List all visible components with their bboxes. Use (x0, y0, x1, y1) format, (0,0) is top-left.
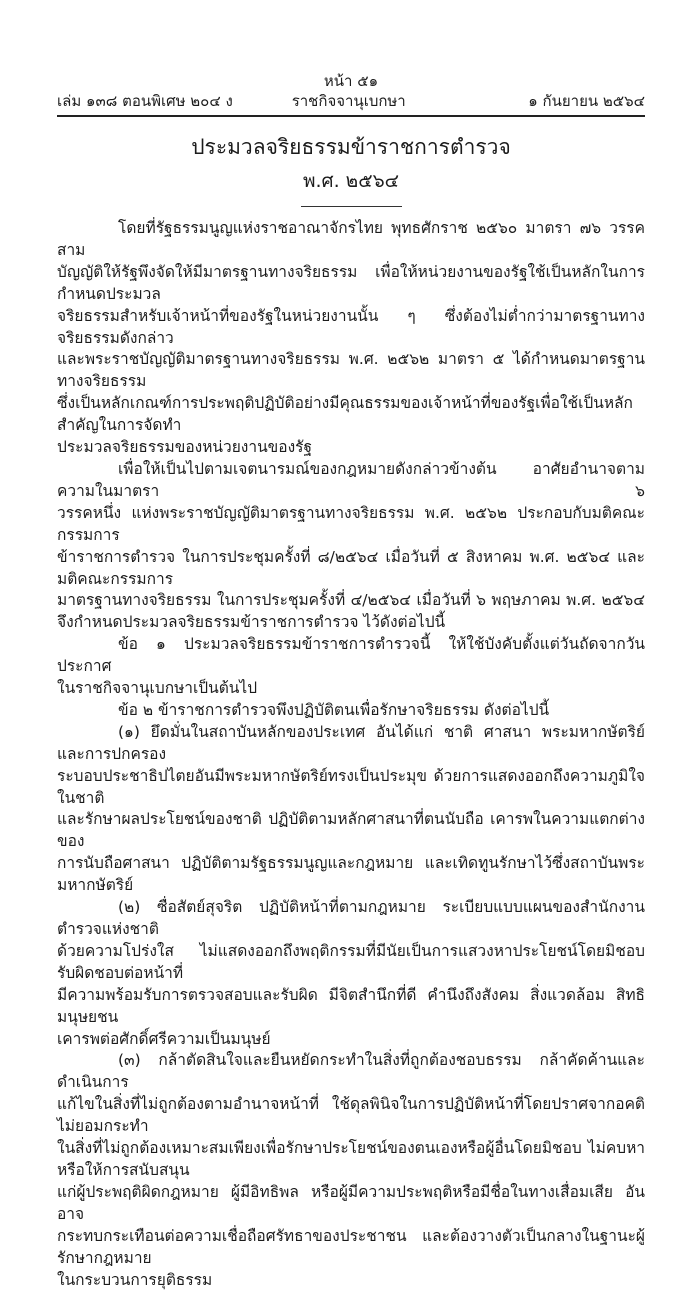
body-line: วรรคหนึ่ง แห่งพระราชบัญญัติมาตรฐานทางจริยธรรม พ.ศ. ๒๕๖๒ ประกอบกับมติคณะกรรมการ (57, 503, 645, 547)
body-line: ระบอบประชาธิปไตยอันมีพระมหากษัตริย์ทรงเป็นประมุข ด้วยการแสดงออกถึงความภูมิใจในชาติ (57, 766, 645, 810)
body-line: เคารพต่อศักดิ์ศรีความเป็นมนุษย์ (57, 1029, 645, 1051)
page-content (57, 72, 645, 1291)
body-line: ประมวลจริยธรรมของหน่วยงานของรัฐ (57, 437, 645, 459)
volume-issue-info: เล่ม ๑๓๘ ตอนพิเศษ ๒๐๔ ง (57, 92, 233, 111)
body-line: ในกระบวนการยุติธรรม (57, 1270, 645, 1291)
gazette-name: ราชกิจจานุเบกษา (292, 92, 406, 111)
body-line: จริยธรรมสำหรับเจ้าหน้าที่ของรัฐในหน่วยงานนั้น ๆ ซึ่งต้องไม่ต่ำกว่ามาตรฐานทางจริยธรรมดังกล่าว (57, 306, 645, 350)
header-divider-rule (57, 115, 645, 117)
body-line: การนับถือศาสนา ปฏิบัติตามรัฐธรรมนูญและกฎหมาย และเทิดทูนรักษาไว้ซึ่งสถาบันพระมหากษัตริย์ (57, 853, 645, 897)
body-line: และพระราชบัญญัติมาตรฐานทางจริยธรรม พ.ศ. ๒๕๖๒ มาตรา ๕ ได้กำหนดมาตรฐานทางจริยธรรม (57, 349, 645, 393)
body-line: ข้อ ๒ ข้าราชการตำรวจพึงปฏิบัติตนเพื่อรักษาจริยธรรม ดังต่อไปนี้ (57, 700, 645, 722)
body-paragraph (57, 722, 645, 897)
body-paragraph (57, 700, 645, 722)
body-line: มาตรฐานทางจริยธรรม ในการประชุมครั้งที่ ๔/๒๕๖๔ เมื่อวันที่ ๖ พฤษภาคม พ.ศ. ๒๕๖๔ (57, 590, 645, 612)
body-line: บัญญัติให้รัฐพึงจัดให้มีมาตรฐานทางจริยธรรม เพื่อให้หน่วยงานของรัฐใช้เป็นหลักในการกำหนดประมวล (57, 262, 645, 306)
body-paragraph (57, 218, 645, 459)
gazette-header-row (57, 92, 645, 111)
body-line: ข้าราชการตำรวจ ในการประชุมครั้งที่ ๘/๒๕๖๔ เมื่อวันที่ ๕ สิงหาคม พ.ศ. ๒๕๖๔ และมติคณะกรรมการ (57, 547, 645, 591)
body-paragraph (57, 459, 645, 634)
document-year: พ.ศ. ๒๕๖๔ (57, 169, 645, 193)
body-line: (๒) ซื่อสัตย์สุจริต ปฏิบัติหน้าที่ตามกฎหมาย ระเบียบแบบแผนของสำนักงานตำรวจแห่งชาติ (57, 897, 645, 941)
body-line: แก้ไขในสิ่งที่ไม่ถูกต้องตามอำนาจหน้าที่ ใช้ดุลพินิจในการปฏิบัติหน้าที่โดยปราศจากอคติ ไม่ยอมกระทำ (57, 1094, 645, 1138)
page-number: หน้า ๕๑ (57, 72, 645, 90)
body-line: เพื่อให้เป็นไปตามเจตนารมณ์ของกฎหมายดังกล่าวข้างต้น อาศัยอำนาจตามความในมาตรา ๖ (57, 459, 645, 503)
document-title: ประมวลจริยธรรมข้าราชการตำรวจ (57, 134, 645, 160)
body-line: ซึ่งเป็นหลักเกณฑ์การประพฤติปฏิบัติอย่างมีคุณธรรมของเจ้าหน้าที่ของรัฐเพื่อใช้เป็นหลักสำคัญในการจัดทำ (57, 393, 645, 437)
body-line: ในราชกิจจานุเบกษาเป็นต้นไป (57, 678, 645, 700)
body-line: ข้อ ๑ ประมวลจริยธรรมข้าราชการตำรวจนี้ ให้ใช้บังคับตั้งแต่วันถัดจากวันประกาศ (57, 634, 645, 678)
body-paragraph (57, 1050, 645, 1291)
body-line: โดยที่รัฐธรรมนูญแห่งราชอาณาจักรไทย พุทธศักราช ๒๕๖๐ มาตรา ๗๖ วรรคสาม (57, 218, 645, 262)
body-line: (๓) กล้าตัดสินใจและยืนหยัดกระทำในสิ่งที่ถูกต้องชอบธรรม กล้าคัดค้านและดำเนินการ (57, 1050, 645, 1094)
document-body (57, 218, 645, 1291)
body-line: แก่ผู้ประพฤติผิดกฎหมาย ผู้มีอิทธิพล หรือผู้มีความประพฤติหรือมีชื่อในทางเสื่อมเสีย อันอาจ (57, 1182, 645, 1226)
body-line: มีความพร้อมรับการตรวจสอบและรับผิด มีจิตสำนึกที่ดี คำนึงถึงสังคม สิ่งแวดล้อม สิทธิมนุษยชน (57, 985, 645, 1029)
body-line: ในสิ่งที่ไม่ถูกต้องเหมาะสมเพียงเพื่อรักษาประโยชน์ของตนเองหรือผู้อื่นโดยมิชอบ ไม่คบหาหรือให้การสนับสนุน (57, 1138, 645, 1182)
publication-date: ๑ กันยายน ๒๕๖๔ (528, 92, 645, 111)
body-paragraph (57, 634, 645, 700)
body-line: (๑) ยึดมั่นในสถาบันหลักของประเทศ อันได้แก่ ชาติ ศาสนา พระมหากษัตริย์ และการปกครอง (57, 722, 645, 766)
body-paragraph (57, 897, 645, 1050)
body-line: ด้วยความโปร่งใส ไม่แสดงออกถึงพฤติกรรมที่มีนัยเป็นการแสวงหาประโยชน์โดยมิชอบ รับผิดชอบต่อหน้าที่ (57, 941, 645, 985)
body-line: กระทบกระเทือนต่อความเชื่อถือศรัทธาของประชาชน และต้องวางตัวเป็นกลางในฐานะผู้รักษากฎหมาย (57, 1226, 645, 1270)
body-line: และรักษาผลประโยชน์ของชาติ ปฏิบัติตามหลักศาสนาที่ตนนับถือ เคารพในความแตกต่างของ (57, 809, 645, 853)
title-divider-rule (301, 206, 402, 207)
body-line: จึงกำหนดประมวลจริยธรรมข้าราชการตำรวจ ไว้ดังต่อไปนี้ (57, 612, 645, 634)
